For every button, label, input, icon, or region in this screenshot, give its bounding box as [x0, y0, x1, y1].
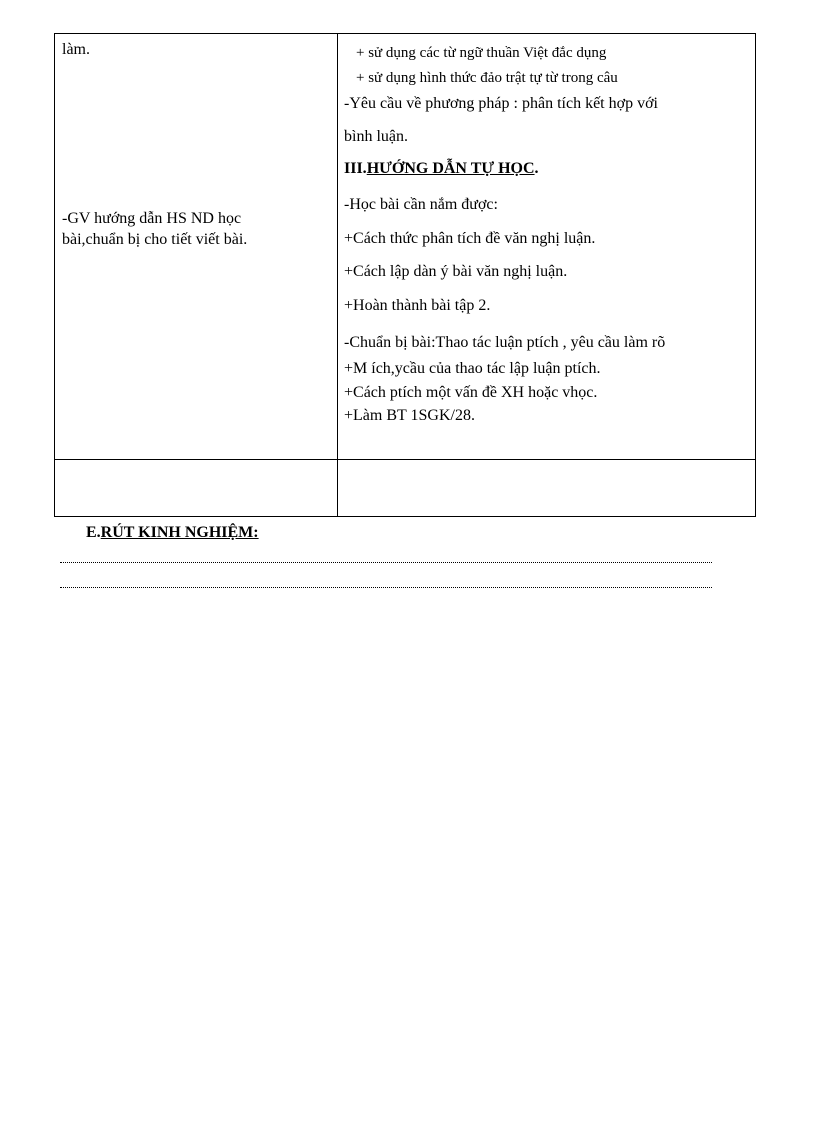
section-e-prefix: E. [86, 524, 101, 541]
heading-number: III. [344, 160, 367, 177]
study-item: -Chuẩn bị bài:Thao tác luận ptích , yêu cầu làm rõ [344, 334, 666, 351]
study-item: -Học bài cần nắm được: [344, 196, 498, 213]
table-border-top [54, 33, 756, 34]
study-item: +Cách ptích một vấn đề XH hoặc vhọc. [344, 384, 598, 401]
table-border-bottom [54, 516, 756, 517]
dotted-writing-line [60, 587, 712, 588]
table-row-divider [54, 459, 756, 460]
study-item: +M ích,ycầu của thao tác lập luận ptích. [344, 360, 601, 377]
self-study-heading [344, 159, 539, 179]
section-e-title: RÚT KINH NGHIỆM: [100, 524, 259, 541]
heading-suffix: . [534, 160, 539, 177]
study-item: +Cách thức phân tích đề văn nghị luận. [344, 230, 596, 247]
table-border-right [755, 33, 756, 517]
heading-title: HƯỚNG DẪN TỰ HỌC [366, 160, 535, 177]
table-column-divider [337, 33, 338, 517]
study-item: +Cách lập dàn ý bài văn nghị luận. [344, 263, 568, 280]
study-item: +Làm BT 1SGK/28. [344, 407, 475, 424]
table-border-left [54, 33, 55, 517]
left-cell-top-text: làm. [62, 41, 90, 58]
section-e-heading [86, 524, 259, 542]
bullet-line-1: + sử dụng các từ ngữ thuần Việt đắc dụng [356, 45, 607, 61]
study-item: +Hoàn thành bài tập 2. [344, 297, 491, 314]
dotted-writing-line [60, 562, 712, 563]
teacher-guide-line-2: bài,chuẩn bị cho tiết viết bài. [62, 231, 248, 248]
method-requirement-line: -Yêu cầu về phương pháp : phân tích kết hợp với [344, 95, 658, 112]
bullet-line-2: + sử dụng hình thức đảo trật tự từ trong câu [356, 70, 618, 86]
method-requirement-line-cont: bình luận. [344, 128, 408, 145]
teacher-guide-line-1: -GV hướng dẫn HS ND học [62, 210, 242, 227]
